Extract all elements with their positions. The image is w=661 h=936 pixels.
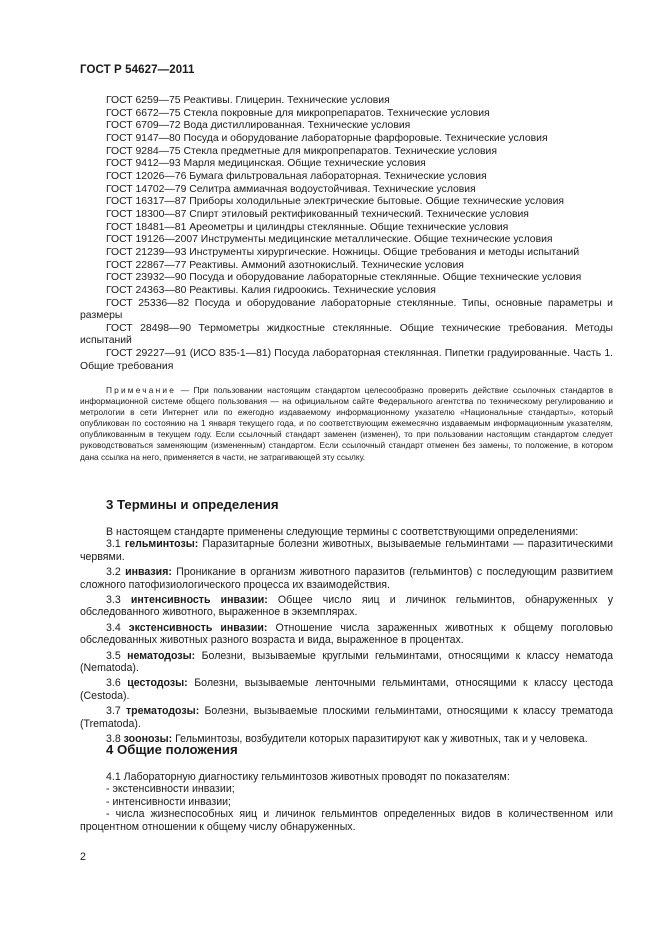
reference-item: ГОСТ 16317—87 Приборы холодильные электрические бытовые. Общие технические условия (106, 196, 565, 208)
reference-item: ГОСТ 9284—75 Стекла предметные для микропрепаратов. Технические условия (106, 145, 497, 157)
term-number: 3.1 (106, 538, 125, 551)
term-text: Болезни, вызываемые ленточными гельминтами, относящими к классу цестода (Cestoda). (80, 677, 613, 702)
term-definition (80, 622, 613, 647)
section-3-body (80, 526, 613, 746)
reference-item: ГОСТ 28498—90 Термометры жидкостные стеклянные. Общие технические требования. Методы испытаний (80, 322, 613, 347)
section-3-intro: В настоящем стандарте применены следующие термины с соответствующими определениями: (106, 526, 579, 538)
reference-item: ГОСТ 18300—87 Спирт этиловый ректификованный технический. Технические условия (106, 208, 529, 220)
term-name: интенсивность инвазии: (130, 594, 268, 607)
term-definition (80, 705, 613, 730)
section-4-intro: 4.1 Лабораторную диагностику гельминтозов животных проводят по показателям: (106, 771, 510, 783)
reference-item: ГОСТ 9147—80 Посуда и оборудование лабораторные фарфоровые. Технические условия (106, 132, 548, 144)
term-text: Болезни, вызываемые плоскими гельминтами, относящими к классу трематода (Trematoda). (80, 705, 613, 730)
reference-item: ГОСТ 6672—75 Стекла покровные для микропрепаратов. Технические условия (106, 107, 490, 119)
term-number: 3.4 (106, 621, 129, 634)
term-text: Отношение числа зараженных животных к общему поголовью обследованных животных разного возраста и вида, выраженное в процентах. (80, 621, 613, 647)
term-name: гельминтозы: (124, 538, 199, 551)
term-text: Болезни, вызываемые круглыми гельминтами, относящими к классу нематода (Nematoda). (80, 649, 613, 675)
reference-item: ГОСТ 23932—90 Посуда и оборудование лабораторные стеклянные. Общие технические условия (106, 272, 582, 284)
section-3-heading: 3 Термины и определения (106, 497, 279, 512)
reference-item: ГОСТ 22867—77 Реактивы. Аммоний азотнокислый. Технические условия (106, 259, 464, 271)
section-4-body (80, 771, 613, 833)
reference-item: ГОСТ 25336—82 Посуда и оборудование лабораторные стеклянные. Типы, основные параметры и размеры (80, 297, 613, 322)
note-label: Примечание (106, 385, 177, 395)
reference-item: ГОСТ 6259—75 Реактивы. Глицерин. Технические условия (106, 95, 390, 106)
reference-item: ГОСТ 14702—79 Селитра аммиачная водоустойчивая. Технические условия (106, 183, 476, 195)
references-note (80, 385, 613, 463)
term-number: 3.7 (106, 705, 126, 718)
reference-item: ГОСТ 21239—93 Инструменты хирургические. Ножницы. Общие требования и методы испытаний (106, 246, 580, 258)
term-name: инвазия: (125, 566, 172, 579)
list-item: - экстенсивности инвазии; (106, 783, 235, 796)
reference-item: ГОСТ 6709—72 Вода дистиллированная. Технические условия (106, 120, 411, 132)
term-text: Общее число яиц и личинок гельминтов, обнаруженных у обследованного животного, выраженное в экземплярах. (80, 594, 614, 619)
term-name: нематодозы: (127, 649, 196, 662)
references-list (80, 95, 613, 373)
reference-item: ГОСТ 9412—93 Марля медицинская. Общие технические условия (106, 158, 426, 170)
term-definition (80, 594, 613, 619)
section-4-heading: 4 Общие положения (106, 742, 238, 757)
term-name: зоонозы: (123, 733, 173, 746)
page-number: 2 (80, 851, 86, 863)
term-number: 3.5 (106, 649, 128, 662)
term-text: Гельминтозы, возбудители которых паразитируют как у животных, так и у человека. (172, 733, 588, 746)
list-item: - интенсивности инвазии; (106, 795, 231, 808)
term-text: Паразитарные болезни животных, вызываемые гельминтами — паразитическими червями. (80, 538, 614, 563)
reference-item: ГОСТ 18481—81 Ареометры и цилиндры стеклянные. Общие технические условия (106, 221, 509, 233)
reference-item: ГОСТ 24363—80 Реактивы. Калия гидроокись. Технические условия (106, 284, 436, 296)
list-item: - числа жизнеспособных яиц и личинок гельминтов определенных видов в количественном или процентном отношении к общему числу обнаруженных. (80, 808, 613, 833)
term-text: Проникание в организм животного паразитов (гельминтов) с последующим развитием сложного патофизиологического процесса их взаимодействия. (80, 566, 614, 591)
reference-item: ГОСТ 29227—91 (ИСО 835-1—81) Посуда лабораторная стеклянная. Пипетки градуированные. Часть 1. Общие требования (80, 348, 613, 372)
term-name: цестодозы: (127, 677, 188, 690)
term-name: трематодозы: (125, 705, 200, 718)
term-number: 3.8 (106, 733, 124, 746)
term-name: экстенсивность инвазии: (128, 621, 268, 634)
reference-item: ГОСТ 19126—2007 Инструменты медицинские металлические. Общие технические условия (106, 234, 553, 246)
term-number: 3.6 (106, 677, 128, 690)
reference-item: ГОСТ 12026—76 Бумага фильтровальная лабораторная. Технические условия (106, 170, 487, 182)
term-definition (80, 538, 613, 563)
term-number: 3.3 (106, 594, 131, 607)
term-definition (80, 650, 613, 675)
term-definition (80, 677, 613, 702)
term-definition (80, 566, 613, 591)
term-number: 3.2 (106, 566, 126, 579)
note-text: — При пользовании настоящим стандартом целесообразно проверить действие ссылочных стандартов в информационной системе общего пользования — на официальном сайте Федерального агентства по техническому регулированию и метрологии в сети Интернет или по ежегодно издаваемому информационному указателю «Национальные стандарты», который опубликован по состоянию на 1 января текущего года, и по соответствующим ежемесячно издаваемым информационным указателям, опубликованным в текущем году. Если ссылочный стандарт заменен (изменен), то при пользовании настоящим стандартом следует руководствоваться заменяющим (измененным) стандартом. Если ссылочный стандарт отменен без замены, то положение, в котором дана ссылка на него, применяется в части, не затрагивающей эту ссылку. (80, 385, 613, 462)
document-header: ГОСТ Р 54627—2011 (80, 64, 195, 76)
